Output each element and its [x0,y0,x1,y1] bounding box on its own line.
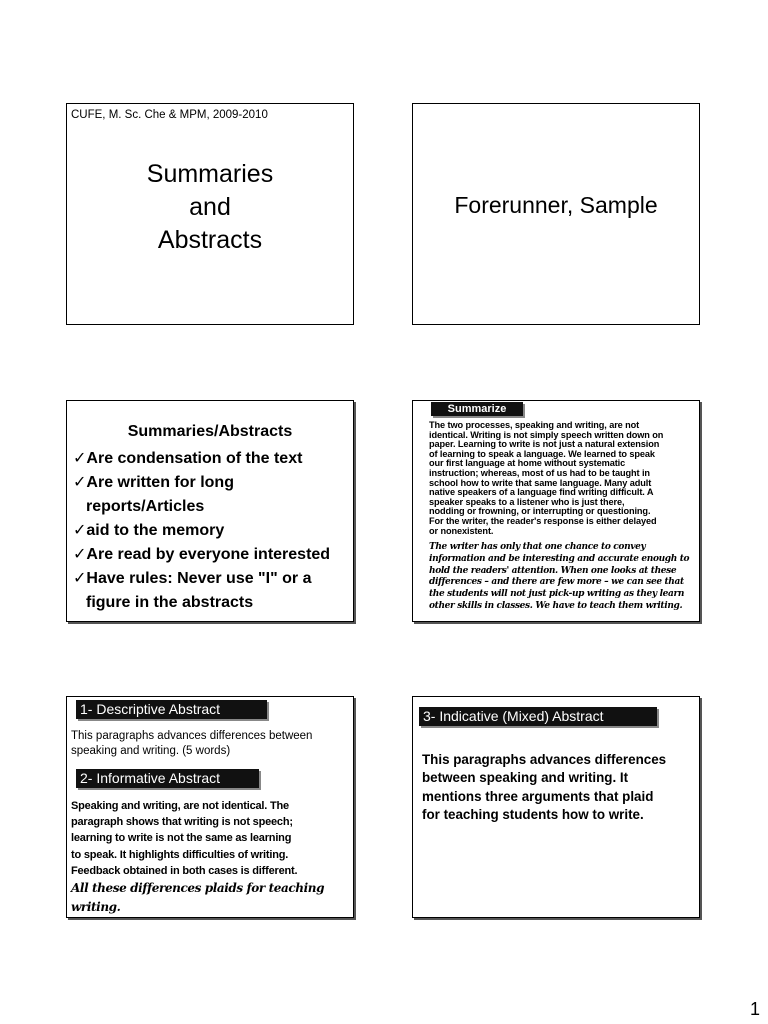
italic-line: differences – and there are few more – we can see that [429,577,684,588]
slide-title-text [67,158,353,257]
text-line: speaking and writing. (5 words) [71,744,231,757]
text-line: This paragraphs advances differences between [71,730,313,742]
list-item-text: Are condensation of the text [86,450,303,467]
italic-line: All these differences plaids for teaching [71,881,325,895]
list-item-text: aid to the memory [86,522,225,539]
body-line: The two processes, speaking and writing, are not [429,420,640,430]
informative-abstract-text [71,798,353,879]
body-line: identical. Writing is not simply speech written down on [429,429,664,440]
body-line: or nonexistent. [429,525,494,536]
italic-line: The writer has only that one chance to convey [429,542,646,552]
text-line: to speak. It highlights difficulties of writing. [71,848,289,861]
italic-line: information and be interesting and accurate enough to [429,553,690,564]
list-item-text: Are read by everyone interested [86,546,331,563]
slide-descriptive-informative [66,696,354,918]
italic-line: other skills in classes. We have to teach them writing. [429,600,683,611]
informative-abstract-italic [71,879,353,917]
italic-line: hold the readers' attention. When one looks at these [429,565,677,576]
body-line: speaker speaks to a listener who is just there, [429,496,625,507]
text-line: learning to write is not the same as learning [71,832,292,845]
body-line: native speakers of a language find writing difficult. A [429,487,654,498]
slide-header: CUFE, M. Sc. Che & MPM, 2009-2010 [71,109,268,121]
list-item [73,567,330,615]
body-line: of learning to speak a language. We learned to speak [429,448,655,459]
bullet-list [73,447,330,615]
check-icon: ✓ [73,570,87,587]
text-line: Feedback obtained in both cases is different. [71,864,298,877]
list-item [73,519,330,543]
slide-heading: Summaries/Abstracts [127,423,293,440]
list-item-text: Have rules: Never use "I" or a [86,570,312,587]
summarize-italic-body [429,542,699,613]
body-line: instruction; whereas, most of us had to be taught in [429,467,650,478]
text-line: paragraph shows that writing is not speech; [71,816,293,829]
descriptive-abstract-text [71,729,351,758]
list-item-text: Are written for long [86,474,234,491]
indicative-abstract-text [422,751,698,824]
list-item-continuation: reports/Articles [86,498,205,515]
slide-forerunner [412,103,700,325]
list-item [73,471,330,519]
body-line: our first language at home without systematic [429,458,626,469]
summarize-tag: Summarize [431,402,523,416]
list-item [73,447,330,471]
slide-title [66,103,354,325]
check-icon: ✓ [73,474,87,491]
check-icon: ✓ [73,546,87,563]
text-line: This paragraphs advances differences [422,752,667,767]
slide-indicative [412,696,700,918]
body-line: nodding or frowning, or interrupting or questioning. [429,506,651,517]
body-line: paper. Learning to write is not just a natural extension [429,439,660,450]
summarize-body [429,421,699,536]
body-line: For the writer, the reader's response is either delayed [429,515,657,526]
check-icon: ✓ [73,450,87,467]
check-icon: ✓ [73,522,87,539]
title-line: Abstracts [157,226,263,254]
descriptive-abstract-tag: 1- Descriptive Abstract [76,700,267,719]
list-item-continuation: figure in the abstracts [86,594,254,611]
body-line: school how to write that same language. Many adult [429,477,652,488]
slide-title-text: Forerunner, Sample [454,192,658,218]
italic-line: the students will not just pick-up writing as they learn [429,589,685,600]
text-line: for teaching students how to write. [422,806,644,822]
title-line: Summaries [146,160,274,188]
slide-summarize [412,400,700,622]
list-item [73,543,330,567]
text-line: between speaking and writing. It [422,770,629,786]
slide-summaries-abstracts [66,400,354,622]
italic-line: writing. [71,900,121,914]
page-number: 1 [749,999,760,1019]
indicative-abstract-tag: 3- Indicative (Mixed) Abstract [419,707,657,726]
text-line: Speaking and writing, are not identical. The [71,800,289,812]
informative-abstract-tag: 2- Informative Abstract [76,769,259,788]
text-line: mentions three arguments that plaid [422,788,654,804]
title-line: and [189,193,231,221]
